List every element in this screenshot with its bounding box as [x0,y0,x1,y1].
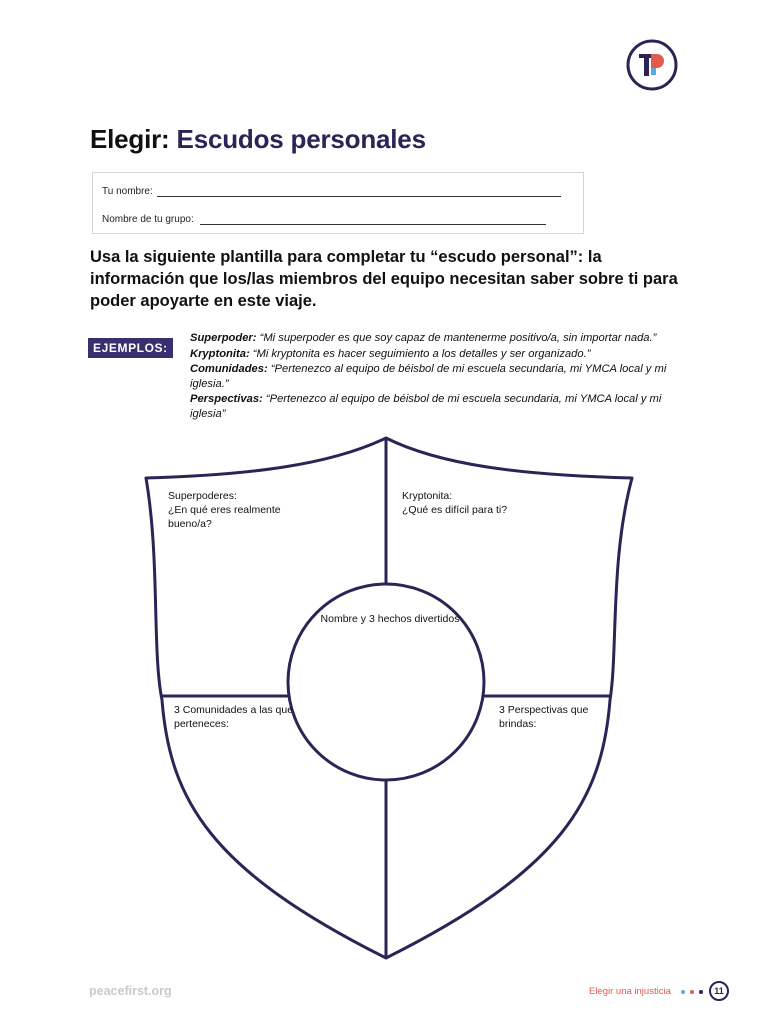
kryptonita-label: Kryptonita: [402,490,453,502]
comunidades-prompt: 3 Comunidades a las que perteneces: [174,704,294,730]
example-text: “Pertenezco al equipo de béisbol de mi escuela secundaria, mi YMCA local y mi iglesia.” [190,363,667,390]
title-rest: Escudos personales [176,124,426,154]
superpoderes-prompt [168,489,318,531]
example-text: “Pertenezco al equipo de béisbol de mi escuela secundaria, mi YMCA local y mi iglesia” [190,393,662,420]
example-label: Perspectivas: [190,393,263,405]
nombre-prompt: Nombre y 3 hechos divertidos [320,613,460,625]
footer-section: Elegir una injusticia [589,986,671,997]
kryptonita-prompt [402,489,572,517]
footer-site: peacefirst.org [89,984,172,998]
superpoderes-label: Superpoderes: [168,490,237,502]
name-label: Tu nombre: [102,186,153,197]
page-number: 11 [709,981,729,1001]
example-text: “Mi superpoder es que soy capaz de mantenerme positivo/a, sin importar nada.” [259,332,657,344]
examples-badge: EJEMPLOS: [88,338,173,358]
example-label: Kryptonita: [190,347,250,360]
example-label: Comunidades: [190,363,268,375]
three-dots-icon [680,989,708,995]
example-label: Superpoder: [190,332,257,344]
perspectivas-prompt: 3 Perspectivas que brindas: [499,704,589,730]
kryptonita-question: ¿Qué es difícil para ti? [402,504,508,516]
example-text: “Mi kryptonita es hacer seguimiento a los detalles y ser organizado.” [252,347,591,360]
instructions: Usa la siguiente plantilla para completar tu “escudo personal”: la información que los/las miembros del equipo necesitan saber sobre ti para poder apoyarte en este viaje. [90,248,678,310]
superpoderes-question: ¿En qué eres realmente bueno/a? [168,504,281,530]
group-label: Nombre de tu grupo: [102,214,194,225]
title-lead: Elegir: [90,124,170,154]
